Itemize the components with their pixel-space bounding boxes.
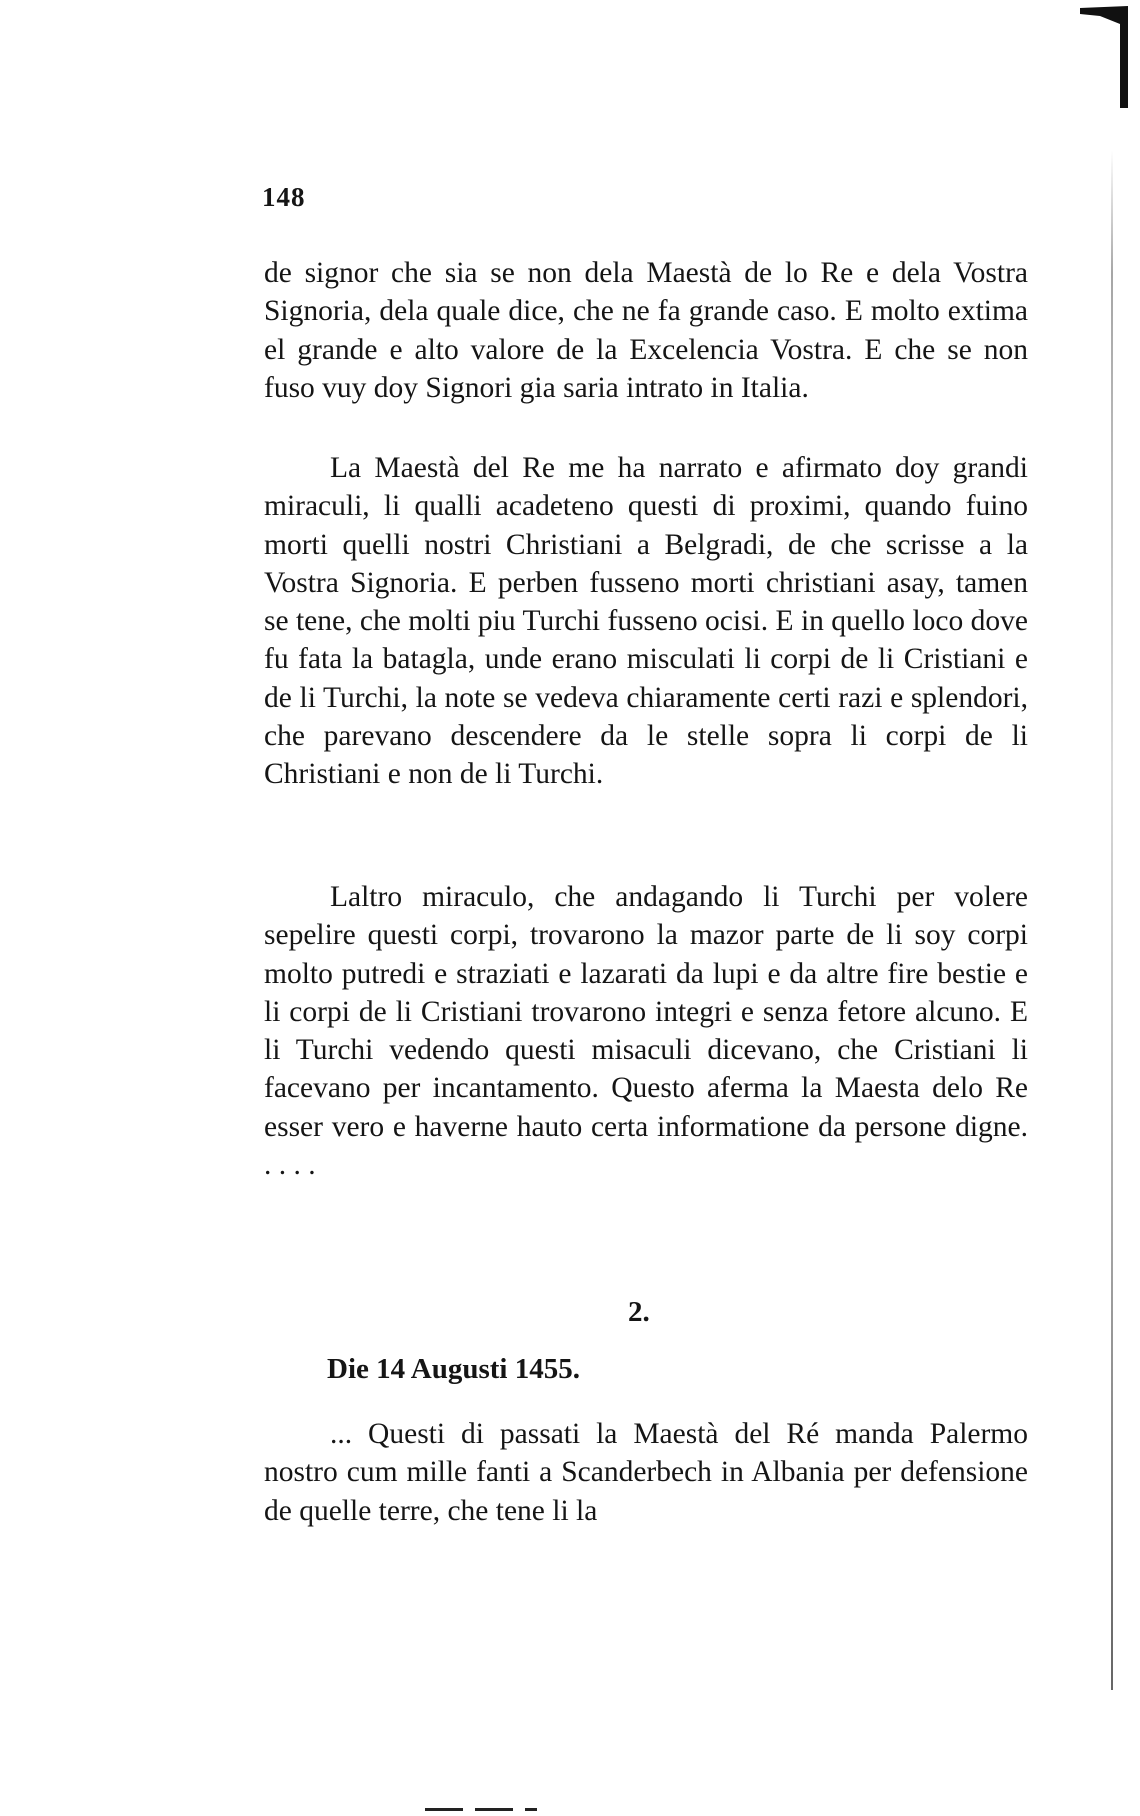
paragraph-text: de signor che sia se non dela Maestà de lo Re e dela Vostra Signoria, dela quale dice, che ne fa grande caso. E molto extima el grande e alto valore de la Excelencia Vostra. E che se non fuso vuy doy Signori gia saria intrato in Italia. [264,257,1028,404]
scan-edge-line [1111,150,1113,1690]
scan-bottom-mark [425,1808,537,1811]
scan-corner-mark [1080,0,1130,110]
page-number: 148 [262,182,306,212]
paragraph-text: ... Questi di passati la Maestà del Ré manda Palermo nostro cum mille fanti a Scanderbech in Albania per defensione de quelle terre, che tene li la [264,1418,1028,1527]
paragraph-text: Laltro miraculo, che andagando li Turchi per volere sepelire questi corpi, trovarono la mazor parte de li soy corpi molto putredi e straziati e lazarati da lupi e da altre fire bestie e li corpi de li Cristiani trovarono integri e senza fetore alcuno. E li Turchi vedendo questi misaculi dicevano, che Cristiani li facevano per incantamento. Questo aferma la Maesta delo Re esser vero e haverne hauto certa informatione da persone digne. . . . . [264,881,1028,1182]
paragraph-text: La Maestà del Re me ha narrato e afirmato doy grandi miraculi, li qualli acadeteno questi di proximi, quando fuino morti quelli nostri Christiani a Belgradi, de che scrisse a la Vostra Signoria. E perben fusseno morti christiani asay, tamen se tene, che molti piu Turchi fusseno ocisi. E in quello loco dove fu fata la batagla, unde erano misculati li corpi de li Cristiani e de li Turchi, la note se vedeva chiaramente certi razi e splendori, che parevano descendere da le stelle sopra li corpi de li Christiani e non de li Turchi. [264,452,1028,791]
date-heading: Die 14 Augusti 1455. [327,1353,580,1385]
paragraph-first-miracle [264,449,1028,794]
paragraph-letter-start [264,1415,1028,1530]
section-number: 2. [628,1296,650,1328]
paragraph-second-miracle [264,878,1028,1184]
paragraph-continuation [264,254,1028,407]
